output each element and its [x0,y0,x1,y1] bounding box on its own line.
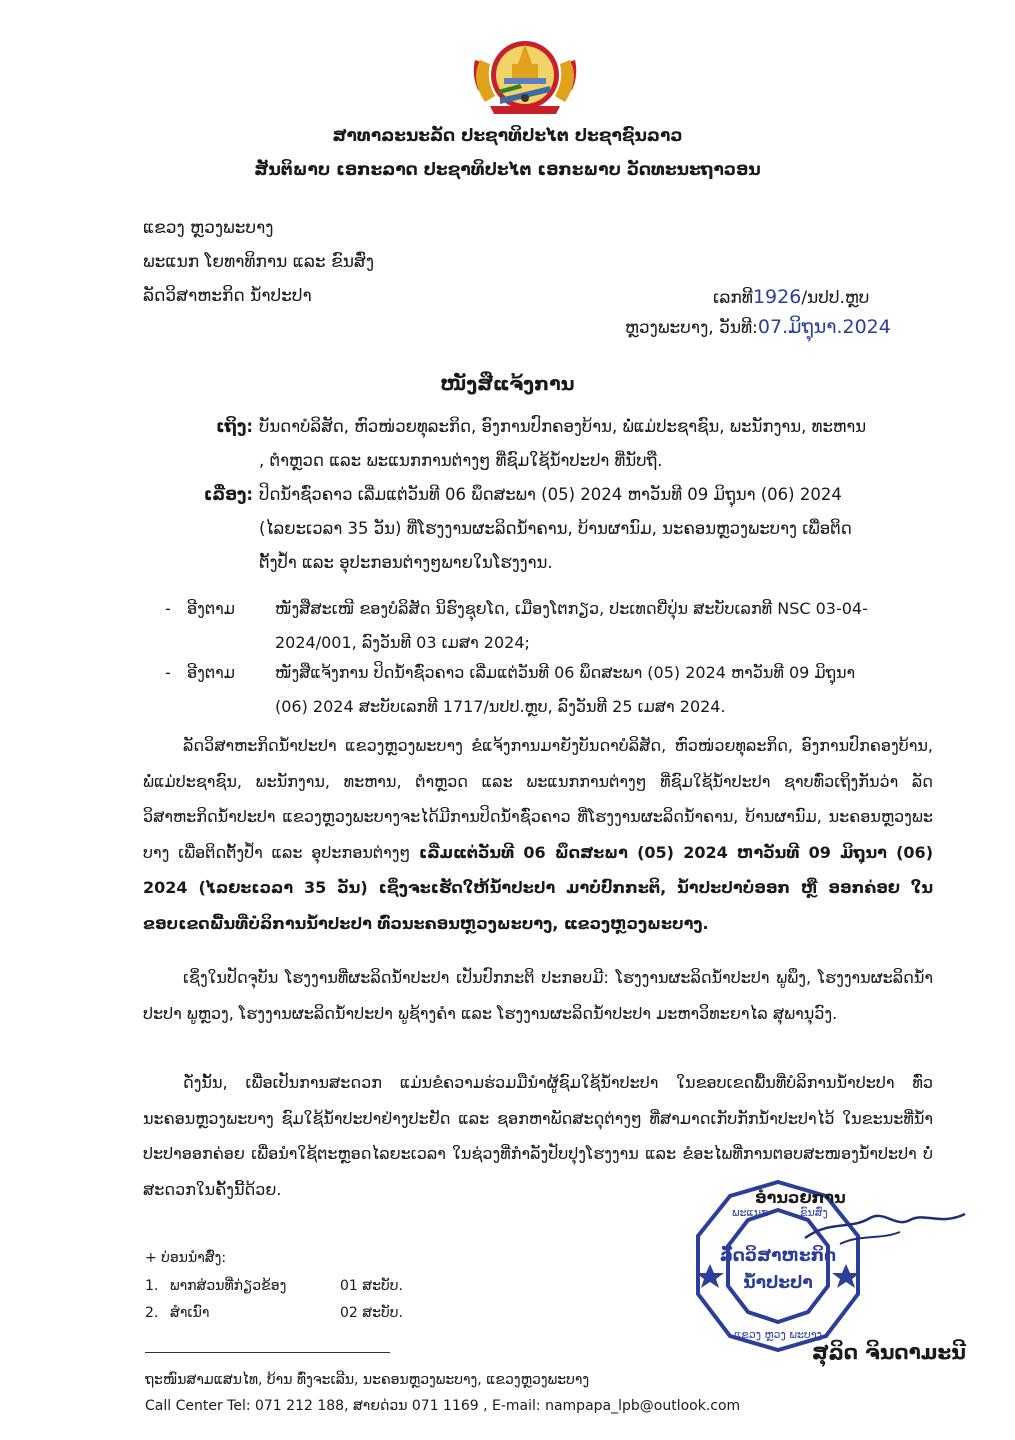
subject-block [193,478,933,580]
stamp-ring-right: ຂົນສົ່ງ [800,1206,828,1219]
reference-dash: - [165,663,171,682]
reference-label: ອີງຕາມ [187,663,235,682]
reference-2-line-1: ໜັງສືແຈ້ງການ ປິດນ້ຳຊົ່ວຄາວ ເລີ່ມແຕ່ວັນທີ 06 ພຶດສະພາ (05) 2024 ຫາວັນທີ 09 ມິຖຸນາ [275,663,856,682]
ref-number-label: ເລກທີ [713,288,753,308]
ref-number-value: 1926 [752,286,802,308]
signatory-name: ສຸລິດ ຈິນດາມະນີ [812,1340,966,1364]
subject-line-1: ປິດນ້ຳຊົ່ວຄາວ ເລີ່ມແຕ່ວັນທີ 06 ພຶດສະພາ (05) 2024 ຫາວັນທີ 09 ມິຖຸນາ (06) 2024 [259,485,842,504]
issuer-province: ແຂວງ ຫຼວງພະບາງ [143,218,274,238]
ref-date [625,316,891,338]
reference-1 [165,592,930,660]
distribution-heading: + ບ່ອນນຳສົ່ງ: [145,1250,227,1266]
to-line-2: , ຕຳຫຼວດ ແລະ ພະແນກການຕ່າງໆ ທີ່ຊົມໃຊ້ນ້ຳປະປາ ທີ່ນັບຖື. [259,451,663,470]
issuer-department: ພະແນກ ໂຍທາທິການ ແລະ ຂົນສົ່ງ [143,252,375,272]
distribution-item-2-copies: 02 ສະບັບ. [340,1305,403,1321]
stamp-text-top: ລັດວິສາຫະກິດ [719,1246,837,1266]
ref-date-value: 07.ມິຖຸນາ.2024 [757,316,891,338]
stamp-text-bottom: ນ້ຳປະປາ [743,1273,813,1293]
distribution-item-2-no: 2. [145,1305,159,1321]
distribution-item-1-no: 1. [145,1278,159,1294]
distribution-item-1-recipient: ພາກສ່ວນທີ່ກ່ຽວຂ້ອງ [170,1278,287,1294]
stamp-ring-left: ພະແນກ [732,1206,769,1219]
stamp-ring-bottom: ແຂວງ ຫຼວງ ພະບາງ [734,1328,822,1341]
ref-number [713,286,869,308]
reference-2-line-2: (06) 2024 ສະບັບເລກທີ 1717/ນປປ.ຫຼບ, ລົງວັນທີ 25 ເມສາ 2024. [275,697,726,716]
to-block [193,410,933,478]
national-emblem-icon [460,20,590,120]
issuer-enterprise: ລັດວິສາຫະກິດ ນ້ຳປະປາ [143,286,312,306]
footer-contact: Call Center Tel: 071 212 188, ສາຍດ່ວນ 071 1169 , E-mail: nampapa_lpb@outlook.com [145,1398,741,1414]
reference-1-line-1: ໜັງສືສະເໜີ ຂອງບໍລິສັດ ນິຮົງຊຸຍໂດ, ເມືອງໂຕກຽວ, ປະເທດຍີ່ປຸ່ນ ສະບັບເລກທີ NSC 03-04- [275,599,868,618]
country-name: ສາທາລະນະລັດ ປະຊາທິປະໄຕ ປະຊາຊົນລາວ [332,126,683,146]
body-paragraph-1-text: ລັດວິສາຫະກິດນ້ຳປະປາ ແຂວງຫຼວງພະບາງ ຂໍແຈ້ງການມາຍັງບັນດາບໍລິສັດ, ຫົວໜ່ວຍທຸລະກິດ, ອົງການປົກຄອງບ້ານ, ພໍ່ແມ່ປະຊາຊົນ, ພະນັກງານ, ທະຫານ, ຕຳຫຼວດ ແລະ ພະແນກການຕ່າງໆ ທີ່ຊົມໃຊ້ນ້ຳປະປາ ຊາບທົ່ວເຖິງກັນວ່າ ລັດວິສາຫະກິດນ້ຳປະປາ ແຂວງຫຼວງພະບາງຈະໄດ້ມີການປິດນ້ຳຊົ່ວຄາວ ທີ່ໂຮງງານຜະລິດນ້ຳຄານ, ບ້ານຜານົມ, ນະຄອນຫຼວງພະບາງ ເພື່ອຕິດຕັ້ງປ້ຳ ແລະ ອຸປະກອນຕ່າງໆ [143,736,933,862]
reference-dash: - [165,599,171,618]
reference-2 [165,656,930,724]
distribution-item-2-recipient: ສຳເນົາ [170,1305,210,1321]
footer-divider [145,1352,390,1353]
reference-1-line-2: 2024/001, ລົງວັນທີ 03 ເມສາ 2024; [275,633,530,652]
ref-number-suffix: /ນປປ.ຫຼບ [801,288,870,308]
to-label: ເຖິງ: [216,417,253,436]
handwritten-signature-icon [800,1200,970,1250]
subject-line-3: ຕັ້ງປ້ຳ ແລະ ອຸປະກອນຕ່າງໆພາຍໃນໂຮງງານ. [259,553,553,572]
to-line-1: ບັນດາບໍລິສັດ, ຫົວໜ່ວຍທຸລະກິດ, ອົງການປົກຄອງບ້ານ, ພໍ່ແມ່ປະຊາຊົນ, ພະນັກງານ, ທະຫານ [259,417,867,436]
footer-address: ຖະໜົນສາມແສນໄທ, ບ້ານ ທົ່ງຈະເລີນ, ນະຄອນຫຼວງພະບາງ, ແຂວງຫຼວງພະບາງ [145,1372,590,1388]
body-paragraph-1-bold: ເລີ່ມແຕ່ວັນທີ 06 ພຶດສະພາ (05) 2024 ຫາວັນທີ 09 ມິຖຸນາ (06) 2024 (ໄລຍະເວລາ 35 ວັນ) ເຊິ່ງຈະເຮັດໃຫ້ນ້ຳປະປາ ມາບໍ່ປົກກະຕິ, ນ້ຳປະປາບໍ່ອອກ ຫຼື ອອກຄ່ອຍ ໃນຂອບເຂດພື້ນທີ່ບໍລິການນ້ຳປະປາ ທົ່ວນະຄອນຫຼວງພະບາງ, ແຂວງຫຼວງພະບາງ. [143,842,934,933]
body-paragraph-1 [143,728,933,941]
distribution-item-1-copies: 01 ສະບັບ. [340,1278,403,1294]
subject-line-2: (ໄລຍະເວລາ 35 ວັນ) ທີ່ໂຮງງານຜະລິດນ້ຳຄານ, ບ້ານຜານົມ, ນະຄອນຫຼວງພະບາງ ເພື່ອຕິດ [259,519,852,538]
document-title: ໜັງສືແຈ້ງການ [440,373,575,395]
body-paragraph-3: ດັ່ງນັ້ນ, ເພື່ອເປັນການສະດວກ ແມ່ນຂໍຄວາມຮ່ວມມືນຳຜູ້ຊົມໃຊ້ນ້ຳປະປາ ໃນຂອບເຂດພື້ນທີ່ບໍລິການນ້ຳປະປາ ທົ່ວນະຄອນຫຼວງພະບາງ ຊົມໃຊ້ນ້ຳປະປາຢ່າງປະຢັດ ແລະ ຊອກຫາພັດສະດຸຕ່າງໆ ທີ່ສາມາດເກັບກັກນ້ຳປະປາໄວ້ ໃນຂະນະທີ່ນ້ຳປະປາອອກຄ່ອຍ ເພື່ອນຳໃຊ້ຕະຫຼອດໄລຍະເວລາ ໃນຊ່ວງທີ່ກຳລັງປັບປຸງໂຮງງານ ແລະ ຂໍອະໄພທີ່ການຕອບສະໜອງນ້ຳປະປາ ບໍ່ສະດວກໃນຄັ້ງນີ້ດ້ວຍ. [143,1073,933,1199]
signatory-title: ອຳນວຍການ [755,1188,846,1207]
reference-label: ອີງຕາມ [187,599,235,618]
body-paragraph-2: ເຊິ່ງໃນປັດຈຸບັນ ໂຮງງານທີ່ຜະລິດນ້ຳປະປາ ເປັນປົກກະຕິ ປະກອບມີ: ໂຮງງານຜະລິດນ້ຳປະປາ ພູພຶງ, ໂຮງງານຜະລິດນ້ຳປະປາ ພູຫຼວງ, ໂຮງງານຜະລິດນ້ຳປະປາ ພູຊ້າງຄຳ ແລະ ໂຮງງານຜະລິດນ້ຳປະປາ ມະຫາວິທະຍາໄລ ສຸພານຸວົງ. [143,968,933,1023]
ref-date-label: ຫຼວງພະບາງ, ວັນທີ: [625,318,758,338]
subject-label: ເລື່ອງ: [203,485,253,504]
national-motto: ສັນຕິພາບ ເອກະລາດ ປະຊາທິປະໄຕ ເອກະພາບ ວັດທະນະຖາວອນ [254,160,761,180]
